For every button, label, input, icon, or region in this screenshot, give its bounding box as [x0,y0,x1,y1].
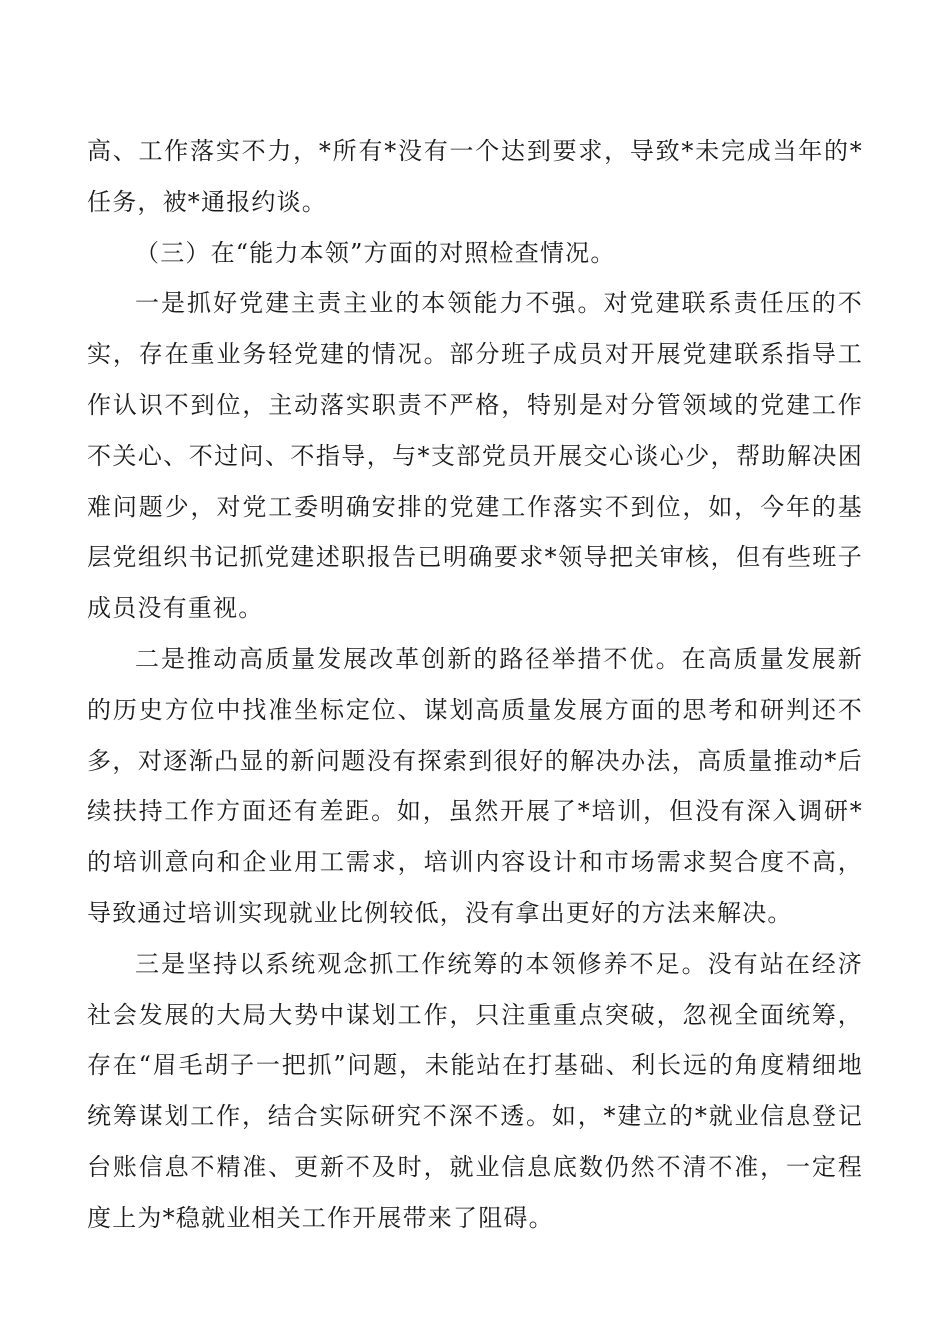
paragraph-first-point: 一是抓好党建主责主业的本领能力不强。对党建联系责任压的不实，存在重业务轻党建的情况。部分班子成员对开展党建联系指导工作认识不到位，主动落实职责不严格，特别是对分管领域的党建工作不关心、不过问、不指导，与*支部党员开展交心谈心少，帮助解决困难问题少，对党工委明确安排的党建工作落实不到位，如，今年的基层党组织书记抓党建述职报告已明确要求*领导把关审核，但有些班子成员没有重视。 [87,289,863,623]
paragraph-second-point: 二是推动高质量发展改革创新的路径举措不优。在高质量发展新的历史方位中找准坐标定位、谋划高质量发展方面的思考和研判还不多，对逐渐凸显的新问题没有探索到很好的解决办法，高质量推动*后续扶持工作方面还有差距。如，虽然开展了*培训，但没有深入调研*的培训意向和企业用工需求，培训内容设计和市场需求契合度不高，导致通过培训实现就业比例较低，没有拿出更好的方法来解决。 [87,644,863,927]
document-body [87,126,863,1244]
paragraph-continuation: 高、工作落实不力，*所有*没有一个达到要求，导致*未完成当年的*任务，被*通报约谈。 [87,137,863,216]
paragraph-third-point: 三是坚持以系统观念抓工作统筹的本领修养不足。没有站在经济社会发展的大局大势中谋划工作，只注重重点突破，忽视全面统筹，存在“眉毛胡子一把抓”问题，未能站在打基础、利长远的角度精细地统筹谋划工作，结合实际研究不深不透。如，*建立的*就业信息登记台账信息不精准、更新不及时，就业信息底数仍然不清不准，一定程度上为*稳就业相关工作开展带来了阻碍。 [87,949,863,1232]
section-heading: （三）在“能力本领”方面的对照检查情况。 [135,238,616,267]
